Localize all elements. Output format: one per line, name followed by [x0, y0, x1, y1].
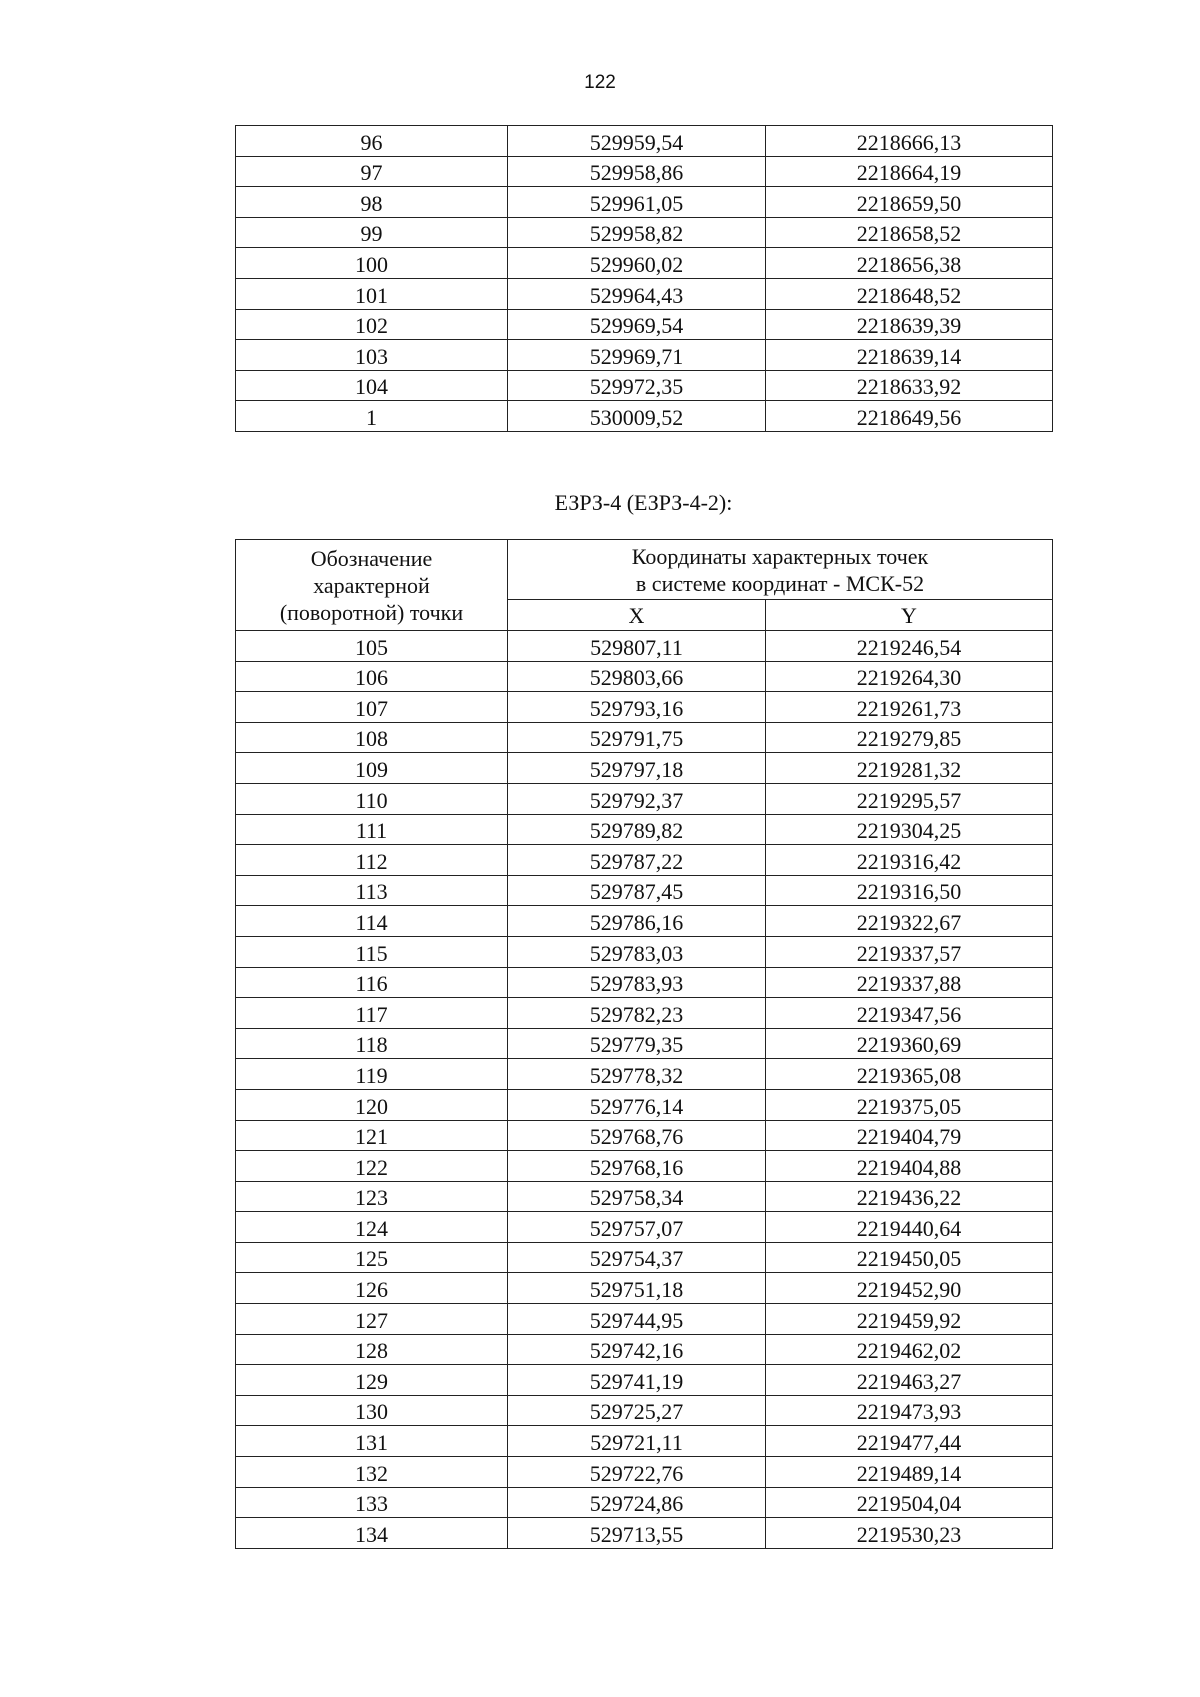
point-number-cell: 117 — [236, 998, 508, 1029]
table-row — [236, 845, 1053, 876]
x-coordinate-cell: 529791,75 — [508, 722, 766, 753]
header-text: Координаты характерных точек — [631, 543, 929, 569]
y-coordinate-cell: 2219279,85 — [766, 722, 1053, 753]
coordinates-table-continued — [235, 125, 1053, 432]
y-coordinate-cell: 2219375,05 — [766, 1089, 1053, 1120]
y-coordinate-cell: 2219436,22 — [766, 1181, 1053, 1212]
point-number-cell: 107 — [236, 692, 508, 723]
y-coordinate-cell: 2219316,42 — [766, 845, 1053, 876]
x-coordinate-cell: 529725,27 — [508, 1395, 766, 1426]
point-number-cell: 101 — [236, 278, 508, 309]
point-number-cell: 120 — [236, 1089, 508, 1120]
header-row — [236, 540, 1053, 600]
table-header — [236, 540, 1053, 631]
point-number-cell: 113 — [236, 875, 508, 906]
x-coordinate-cell: 529741,19 — [508, 1365, 766, 1396]
x-coordinate-cell: 529787,22 — [508, 845, 766, 876]
point-number-cell: 115 — [236, 936, 508, 967]
point-number-cell: 106 — [236, 661, 508, 692]
table-row — [236, 248, 1053, 279]
table-row — [236, 1273, 1053, 1304]
y-coordinate-cell: 2218656,38 — [766, 248, 1053, 279]
y-coordinate-cell: 2219530,23 — [766, 1518, 1053, 1549]
table-row — [236, 936, 1053, 967]
table-row — [236, 1151, 1053, 1182]
point-number-cell: 102 — [236, 309, 508, 340]
point-number-cell: 99 — [236, 217, 508, 248]
table-row — [236, 1181, 1053, 1212]
table-row — [236, 631, 1053, 662]
x-coordinate-cell: 529713,55 — [508, 1518, 766, 1549]
point-number-cell: 132 — [236, 1457, 508, 1488]
table-row — [236, 998, 1053, 1029]
table-body — [236, 631, 1053, 1549]
table-row — [236, 1212, 1053, 1243]
table-row — [236, 370, 1053, 401]
table-row — [236, 1518, 1053, 1549]
x-coordinate-cell: 529969,54 — [508, 309, 766, 340]
table-row — [236, 1304, 1053, 1335]
section-title: ЕЗРЗ-4 (ЕЗРЗ-4-2): — [554, 490, 733, 515]
y-coordinate-cell: 2219281,32 — [766, 753, 1053, 784]
table-row — [236, 906, 1053, 937]
y-coordinate-cell: 2219316,50 — [766, 875, 1053, 906]
y-coordinate-cell: 2218649,56 — [766, 401, 1053, 432]
header-text: Обозначение — [310, 545, 433, 571]
y-coordinate-cell: 2219452,90 — [766, 1273, 1053, 1304]
y-coordinate-cell: 2219473,93 — [766, 1395, 1053, 1426]
x-coordinate-cell: 529959,54 — [508, 126, 766, 157]
table-row — [236, 1059, 1053, 1090]
y-coordinate-cell: 2219246,54 — [766, 631, 1053, 662]
y-coordinate-cell: 2218666,13 — [766, 126, 1053, 157]
x-coordinate-cell: 530009,52 — [508, 401, 766, 432]
table-row — [236, 187, 1053, 218]
table-row — [236, 967, 1053, 998]
table-row — [236, 1426, 1053, 1457]
table-row — [236, 126, 1053, 157]
point-number-cell: 127 — [236, 1304, 508, 1335]
x-coordinate-cell: 529807,11 — [508, 631, 766, 662]
y-coordinate-cell: 2218648,52 — [766, 278, 1053, 309]
x-coordinate-cell: 529721,11 — [508, 1426, 766, 1457]
point-number-cell: 122 — [236, 1151, 508, 1182]
x-coordinate-cell: 529787,45 — [508, 875, 766, 906]
y-column-header: Y — [766, 600, 1053, 631]
header-text: в системе координат - МСК-52 — [635, 570, 925, 596]
x-coordinate-cell: 529751,18 — [508, 1273, 766, 1304]
x-coordinate-cell: 529768,16 — [508, 1151, 766, 1182]
point-number-cell: 130 — [236, 1395, 508, 1426]
point-number-cell: 131 — [236, 1426, 508, 1457]
x-coordinate-cell: 529744,95 — [508, 1304, 766, 1335]
y-coordinate-cell: 2219337,88 — [766, 967, 1053, 998]
x-coordinate-cell: 529789,82 — [508, 814, 766, 845]
x-coordinate-cell: 529776,14 — [508, 1089, 766, 1120]
x-coordinate-cell: 529782,23 — [508, 998, 766, 1029]
y-coordinate-cell: 2218664,19 — [766, 156, 1053, 187]
point-number-cell: 129 — [236, 1365, 508, 1396]
x-coordinate-cell: 529958,82 — [508, 217, 766, 248]
x-coordinate-cell: 529722,76 — [508, 1457, 766, 1488]
y-coordinate-cell: 2219295,57 — [766, 783, 1053, 814]
x-coordinate-cell: 529797,18 — [508, 753, 766, 784]
table-row — [236, 401, 1053, 432]
table-body — [236, 126, 1053, 432]
y-coordinate-cell: 2219477,44 — [766, 1426, 1053, 1457]
x-coordinate-cell: 529793,16 — [508, 692, 766, 723]
x-column-header: X — [508, 600, 766, 631]
x-coordinate-cell: 529783,03 — [508, 936, 766, 967]
point-number-cell: 1 — [236, 401, 508, 432]
point-number-cell: 111 — [236, 814, 508, 845]
point-number-cell: 134 — [236, 1518, 508, 1549]
x-coordinate-cell: 529754,37 — [508, 1242, 766, 1273]
table-row — [236, 692, 1053, 723]
x-coordinate-cell: 529757,07 — [508, 1212, 766, 1243]
x-coordinate-cell: 529724,86 — [508, 1487, 766, 1518]
y-coordinate-cell: 2218658,52 — [766, 217, 1053, 248]
y-coordinate-cell: 2219504,04 — [766, 1487, 1053, 1518]
point-number-cell: 119 — [236, 1059, 508, 1090]
x-coordinate-cell: 529972,35 — [508, 370, 766, 401]
point-number-cell: 121 — [236, 1120, 508, 1151]
table-row — [236, 217, 1053, 248]
point-number-cell: 108 — [236, 722, 508, 753]
table-row — [236, 1242, 1053, 1273]
point-number-cell: 125 — [236, 1242, 508, 1273]
table-row — [236, 1395, 1053, 1426]
x-coordinate-cell: 529768,76 — [508, 1120, 766, 1151]
point-number-cell: 110 — [236, 783, 508, 814]
point-number-cell: 97 — [236, 156, 508, 187]
coordinates-table-ezrz-4-2 — [235, 539, 1053, 1549]
y-coordinate-cell: 2219365,08 — [766, 1059, 1053, 1090]
y-coordinate-cell: 2219440,64 — [766, 1212, 1053, 1243]
point-number-cell: 98 — [236, 187, 508, 218]
y-coordinate-cell: 2219360,69 — [766, 1028, 1053, 1059]
x-coordinate-cell: 529786,16 — [508, 906, 766, 937]
y-coordinate-cell: 2219462,02 — [766, 1334, 1053, 1365]
table-row — [236, 753, 1053, 784]
point-number-cell: 114 — [236, 906, 508, 937]
x-coordinate-cell: 529964,43 — [508, 278, 766, 309]
y-coordinate-cell: 2218639,39 — [766, 309, 1053, 340]
x-coordinate-cell: 529778,32 — [508, 1059, 766, 1090]
y-coordinate-cell: 2219450,05 — [766, 1242, 1053, 1273]
table-row — [236, 875, 1053, 906]
x-coordinate-cell: 529779,35 — [508, 1028, 766, 1059]
table-row — [236, 1487, 1053, 1518]
point-number-cell: 100 — [236, 248, 508, 279]
table-row — [236, 1089, 1053, 1120]
y-coordinate-cell: 2219347,56 — [766, 998, 1053, 1029]
point-number-cell: 109 — [236, 753, 508, 784]
point-number-cell: 105 — [236, 631, 508, 662]
y-coordinate-cell: 2219322,67 — [766, 906, 1053, 937]
table-row — [236, 278, 1053, 309]
x-coordinate-cell: 529961,05 — [508, 187, 766, 218]
table-row — [236, 1365, 1053, 1396]
point-number-cell: 112 — [236, 845, 508, 876]
point-number-cell: 96 — [236, 126, 508, 157]
y-coordinate-cell: 2218639,14 — [766, 340, 1053, 371]
x-coordinate-cell: 529758,34 — [508, 1181, 766, 1212]
table-row — [236, 722, 1053, 753]
header-text: характерной — [313, 572, 430, 598]
table-row — [236, 1457, 1053, 1488]
point-number-cell: 124 — [236, 1212, 508, 1243]
table-row — [236, 1334, 1053, 1365]
x-coordinate-cell: 529969,71 — [508, 340, 766, 371]
point-designation-header — [236, 540, 508, 631]
y-coordinate-cell: 2219489,14 — [766, 1457, 1053, 1488]
y-coordinate-cell: 2218659,50 — [766, 187, 1053, 218]
y-coordinate-cell: 2219404,79 — [766, 1120, 1053, 1151]
point-number-cell: 116 — [236, 967, 508, 998]
point-number-cell: 104 — [236, 370, 508, 401]
table-row — [236, 783, 1053, 814]
point-number-cell: 123 — [236, 1181, 508, 1212]
x-coordinate-cell: 529958,86 — [508, 156, 766, 187]
x-coordinate-cell: 529803,66 — [508, 661, 766, 692]
point-number-cell: 126 — [236, 1273, 508, 1304]
page-number: 122 — [584, 72, 616, 93]
table-row — [236, 340, 1053, 371]
x-coordinate-cell: 529960,02 — [508, 248, 766, 279]
table-row — [236, 661, 1053, 692]
coordinates-header — [508, 540, 1053, 600]
y-coordinate-cell: 2219261,73 — [766, 692, 1053, 723]
x-coordinate-cell: 529742,16 — [508, 1334, 766, 1365]
header-text: (поворотной) точки — [279, 599, 464, 625]
y-coordinate-cell: 2219463,27 — [766, 1365, 1053, 1396]
y-coordinate-cell: 2219304,25 — [766, 814, 1053, 845]
table-row — [236, 814, 1053, 845]
point-number-cell: 103 — [236, 340, 508, 371]
y-coordinate-cell: 2219264,30 — [766, 661, 1053, 692]
table-row — [236, 156, 1053, 187]
y-coordinate-cell: 2219459,92 — [766, 1304, 1053, 1335]
table-row — [236, 1120, 1053, 1151]
table-row — [236, 309, 1053, 340]
y-coordinate-cell: 2218633,92 — [766, 370, 1053, 401]
point-number-cell: 128 — [236, 1334, 508, 1365]
point-number-cell: 133 — [236, 1487, 508, 1518]
x-coordinate-cell: 529792,37 — [508, 783, 766, 814]
y-coordinate-cell: 2219404,88 — [766, 1151, 1053, 1182]
table-row — [236, 1028, 1053, 1059]
point-number-cell: 118 — [236, 1028, 508, 1059]
y-coordinate-cell: 2219337,57 — [766, 936, 1053, 967]
x-coordinate-cell: 529783,93 — [508, 967, 766, 998]
